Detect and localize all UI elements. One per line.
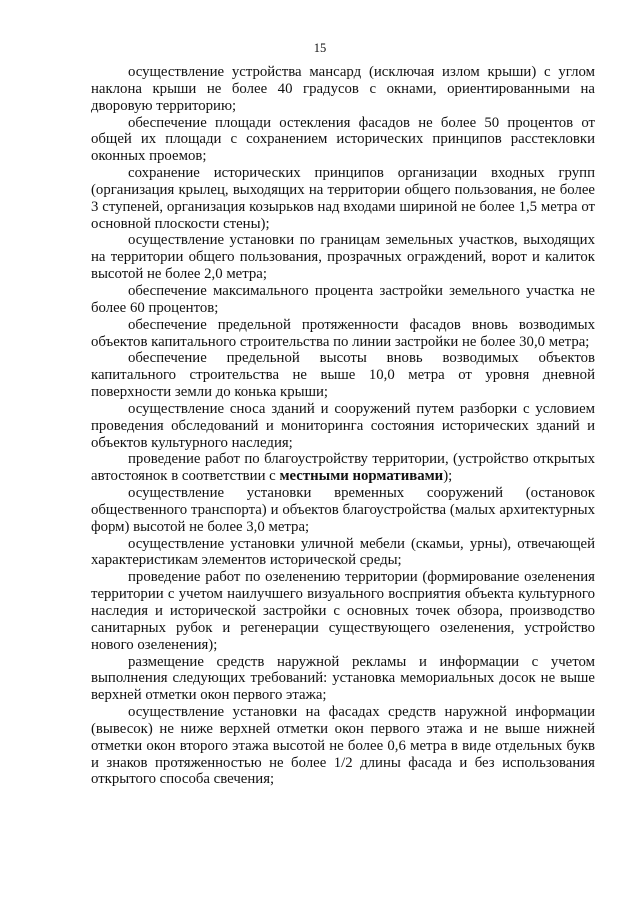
paragraph-glazing: обеспечение площади остекления фасадов не более 50 процентов от общей их площади с сохранением исторических принципов расстекловки оконных проемов; [91, 114, 595, 165]
paragraph-mansard: осуществление устройства мансард (исключая излом крыши) с углом наклона крыши не более 40 градусов с окнами, ориентированными на дворовую территорию; [91, 64, 595, 114]
paragraph-max-height: обеспечение предельной высоты вновь возводимых объектов капитального строительства не выше 10,0 метра от уровня дневной поверхности земли до конька крыши; [91, 350, 595, 401]
paragraph-fences: осуществление установки по границам земельных участков, выходящих на территории общего пользования, прозрачных ограждений, ворот и калиток высотой не более 2,0 метра; [91, 232, 595, 283]
paragraph-advertising: размещение средств наружной рекламы и информации с учетом выполнения следующих требований: установка мемориальных досок не выше верхней отметки окон первого этажа; [91, 653, 595, 704]
paragraph-signage: осуществление установки на фасадах средств наружной информации (вывесок) не ниже верхней отметки окон первого этажа и не выше нижней отметки окон второго этажа высотой не более 0,6 метра в виде отдельных букв и знаков протяженностью не более 1/2 длины фасада и без использования открытого способа свечения; [91, 704, 595, 788]
paragraph-parking-emphasis: местными нормативами [279, 468, 444, 485]
paragraph-parking-end: ); [443, 468, 453, 485]
paragraph-landscaping: проведение работ по озеленению территории (формирование озеленения территории с учетом наилучшего визуального восприятия объекта культурного наследия и исторической застройки с основных точек обзора, производство санитарных рубок и регенерации существующего озеленения, устройство нового озеленения); [91, 569, 595, 653]
paragraph-street-furniture: осуществление установки уличной мебели (скамьи, урны), отвечающей характеристикам элементов исторической среды; [91, 535, 595, 569]
paragraph-building-percent: обеспечение максимального процента застройки земельного участка не более 60 процентов; [91, 282, 595, 316]
paragraph-parking-text: проведение работ по благоустройству территории, (устройство открытых автостоянок в соответствии с [91, 451, 595, 485]
paragraph-demolition: осуществление сноса зданий и сооружений путем разборки с условием проведения обследований и мониторинга состояния исторических зданий и объектов культурного наследия; [91, 400, 595, 451]
document-body [91, 64, 595, 788]
paragraph-parking [91, 451, 595, 485]
page-number: 15 [313, 41, 327, 55]
paragraph-entrance-groups: сохранение исторических принципов организации входных групп (организация крылец, выходящих на территории общего пользования, не более 3 ступеней, организация козырьков над входами шириной не более 1,5 метра от основной плоскости стены); [91, 165, 595, 232]
paragraph-temporary-structures: осуществление установки временных сооружений (остановок общественного транспорта) и объектов благоустройства (малых архитектурных форм) высотой не более 3,0 метра; [91, 485, 595, 535]
paragraph-facade-length: обеспечение предельной протяженности фасадов вновь возводимых объектов капитального строительства по линии застройки не более 30,0 метра; [91, 316, 595, 350]
